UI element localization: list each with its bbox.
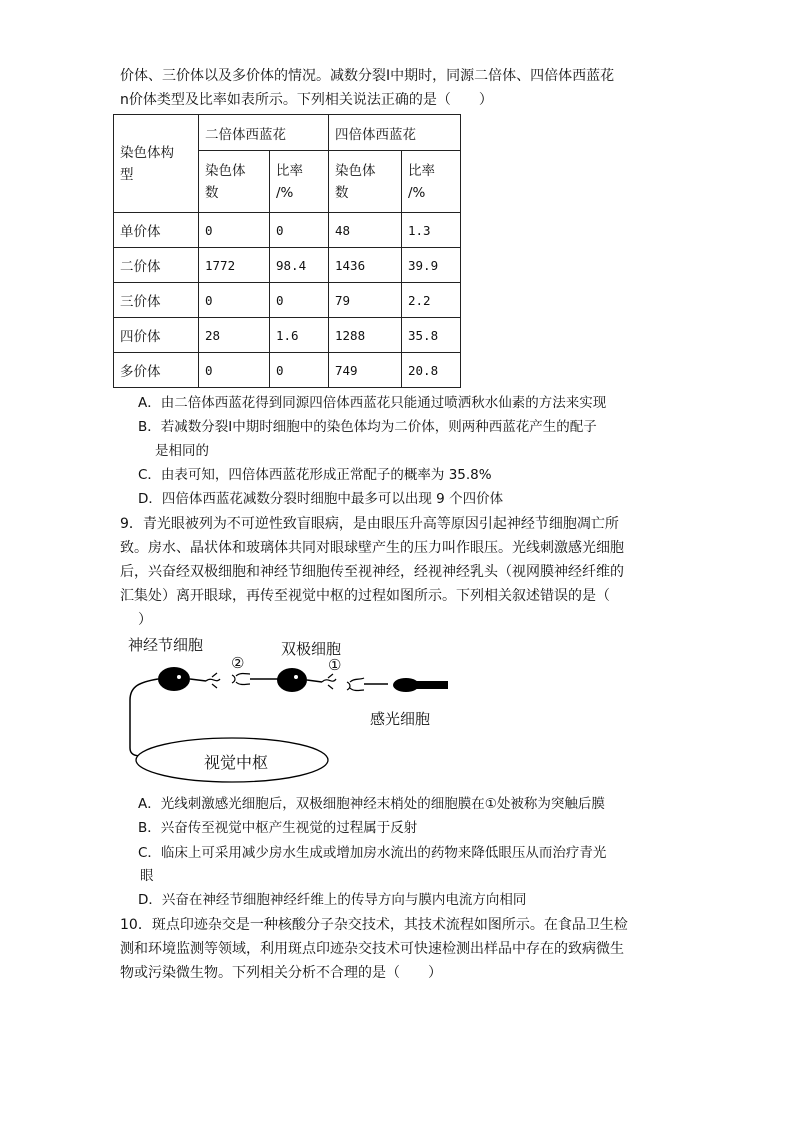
intro-line-1: 价体、三价体以及多价体的情况。减数分裂Ⅰ中期时，同源二倍体、四倍体西蓝花 <box>120 68 615 84</box>
q8-option-c: C．由表可知，四倍体西蓝花形成正常配子的概率为 35.8% <box>138 467 492 483</box>
table-row: 单价体 0 0 48 1.3 <box>114 213 461 248</box>
q9-option-b: B．兴奋传至视觉中枢产生视觉的过程属于反射 <box>138 820 418 836</box>
chromosome-table <box>113 114 461 388</box>
table-group-tetraploid: 四倍体西蓝花 <box>329 115 461 151</box>
q9-line-5: ） <box>138 612 152 628</box>
ganglion-nucleus <box>177 675 181 679</box>
table-corner-header: 染色体构 型 <box>114 115 199 213</box>
table-group-diploid: 二倍体西蓝花 <box>199 115 329 151</box>
photoreceptor-outer-segment <box>414 681 448 689</box>
synapse-1 <box>350 678 364 691</box>
table-sub-count-1: 染色体 数 <box>199 151 270 213</box>
q10-line-2: 测和环境监测等领域，利用斑点印迹杂交技术可快速检测出样品中存在的致病微生 <box>120 941 624 957</box>
bipolar-cell-body <box>277 668 307 692</box>
q9-option-c: C．临床上可采用减少房水生成或增加房水流出的药物来降低眼压从而治疗青光 <box>138 845 607 861</box>
label-bipolar-cell: 双极细胞 <box>281 640 342 658</box>
q8-option-b: B．若减数分裂Ⅰ中期时细胞中的染色体均为二价体，则两种西蓝花产生的配子 <box>138 419 597 435</box>
optic-nerve-fiber <box>130 679 158 756</box>
table-sub-ratio-1: 比率 /% <box>270 151 329 213</box>
q9-line-2: 致。房水、晶状体和玻璃体共同对眼球壁产生的压力叫作眼压。光线刺激感光细胞 <box>120 540 624 556</box>
label-synapse-2: ② <box>231 654 245 672</box>
table-row: 多价体 0 0 749 20.8 <box>114 353 461 388</box>
label-photoreceptor-cell: 感光细胞 <box>370 710 431 728</box>
q10-line-1: 10．斑点印迹杂交是一种核酸分子杂交技术，其技术流程如图所示。在食品卫生检 <box>120 917 628 933</box>
label-synapse-1: ① <box>328 656 342 674</box>
label-visual-center: 视觉中枢 <box>204 753 269 772</box>
ganglion-cell-body <box>158 667 190 691</box>
q9-option-a: A．光线刺激感光细胞后，双极细胞神经末梢处的细胞膜在①处被称为突触后膜 <box>138 796 605 812</box>
q8-option-b-cont: 是相同的 <box>155 443 209 459</box>
table-sub-ratio-2: 比率 /% <box>402 151 461 213</box>
q9-line-1: 9．青光眼被列为不可逆性致盲眼病，是由眼压升高等原因引起神经节细胞凋亡所 <box>120 516 619 532</box>
table-row: 二价体 1772 98.4 1436 39.9 <box>114 248 461 283</box>
table-sub-count-2: 染色体 数 <box>329 151 402 213</box>
intro-line-2: n价体类型及比率如表所示。下列相关说法正确的是（ ） <box>120 92 493 108</box>
q8-option-a: A．由二倍体西蓝花得到同源四倍体西蓝花只能通过喷洒秋水仙素的方法来实现 <box>138 395 607 411</box>
q9-line-3: 后，兴奋经双极细胞和神经节细胞传至视神经，经视神经乳头（视网膜神经纤维的 <box>120 564 624 580</box>
label-ganglion-cell: 神经节细胞 <box>128 636 204 654</box>
q9-option-c-cont: 眼 <box>140 868 154 884</box>
synapse-2 <box>236 674 250 685</box>
table-row: 三价体 0 0 79 2.2 <box>114 283 461 318</box>
table-row: 四价体 28 1.6 1288 35.8 <box>114 318 461 353</box>
q9-option-d: D．兴奋在神经节细胞神经纤维上的传导方向与膜内电流方向相同 <box>138 892 527 908</box>
q9-line-4: 汇集处）离开眼球，再传至视觉中枢的过程如图所示。下列相关叙述错误的是（ <box>120 588 610 604</box>
q8-option-d: D．四倍体西蓝花减数分裂时细胞中最多可以出现 9 个四价体 <box>138 491 504 507</box>
q10-line-3: 物或污染微生物。下列相关分析不合理的是（ ） <box>120 965 442 981</box>
neural-pathway-figure <box>118 630 468 785</box>
